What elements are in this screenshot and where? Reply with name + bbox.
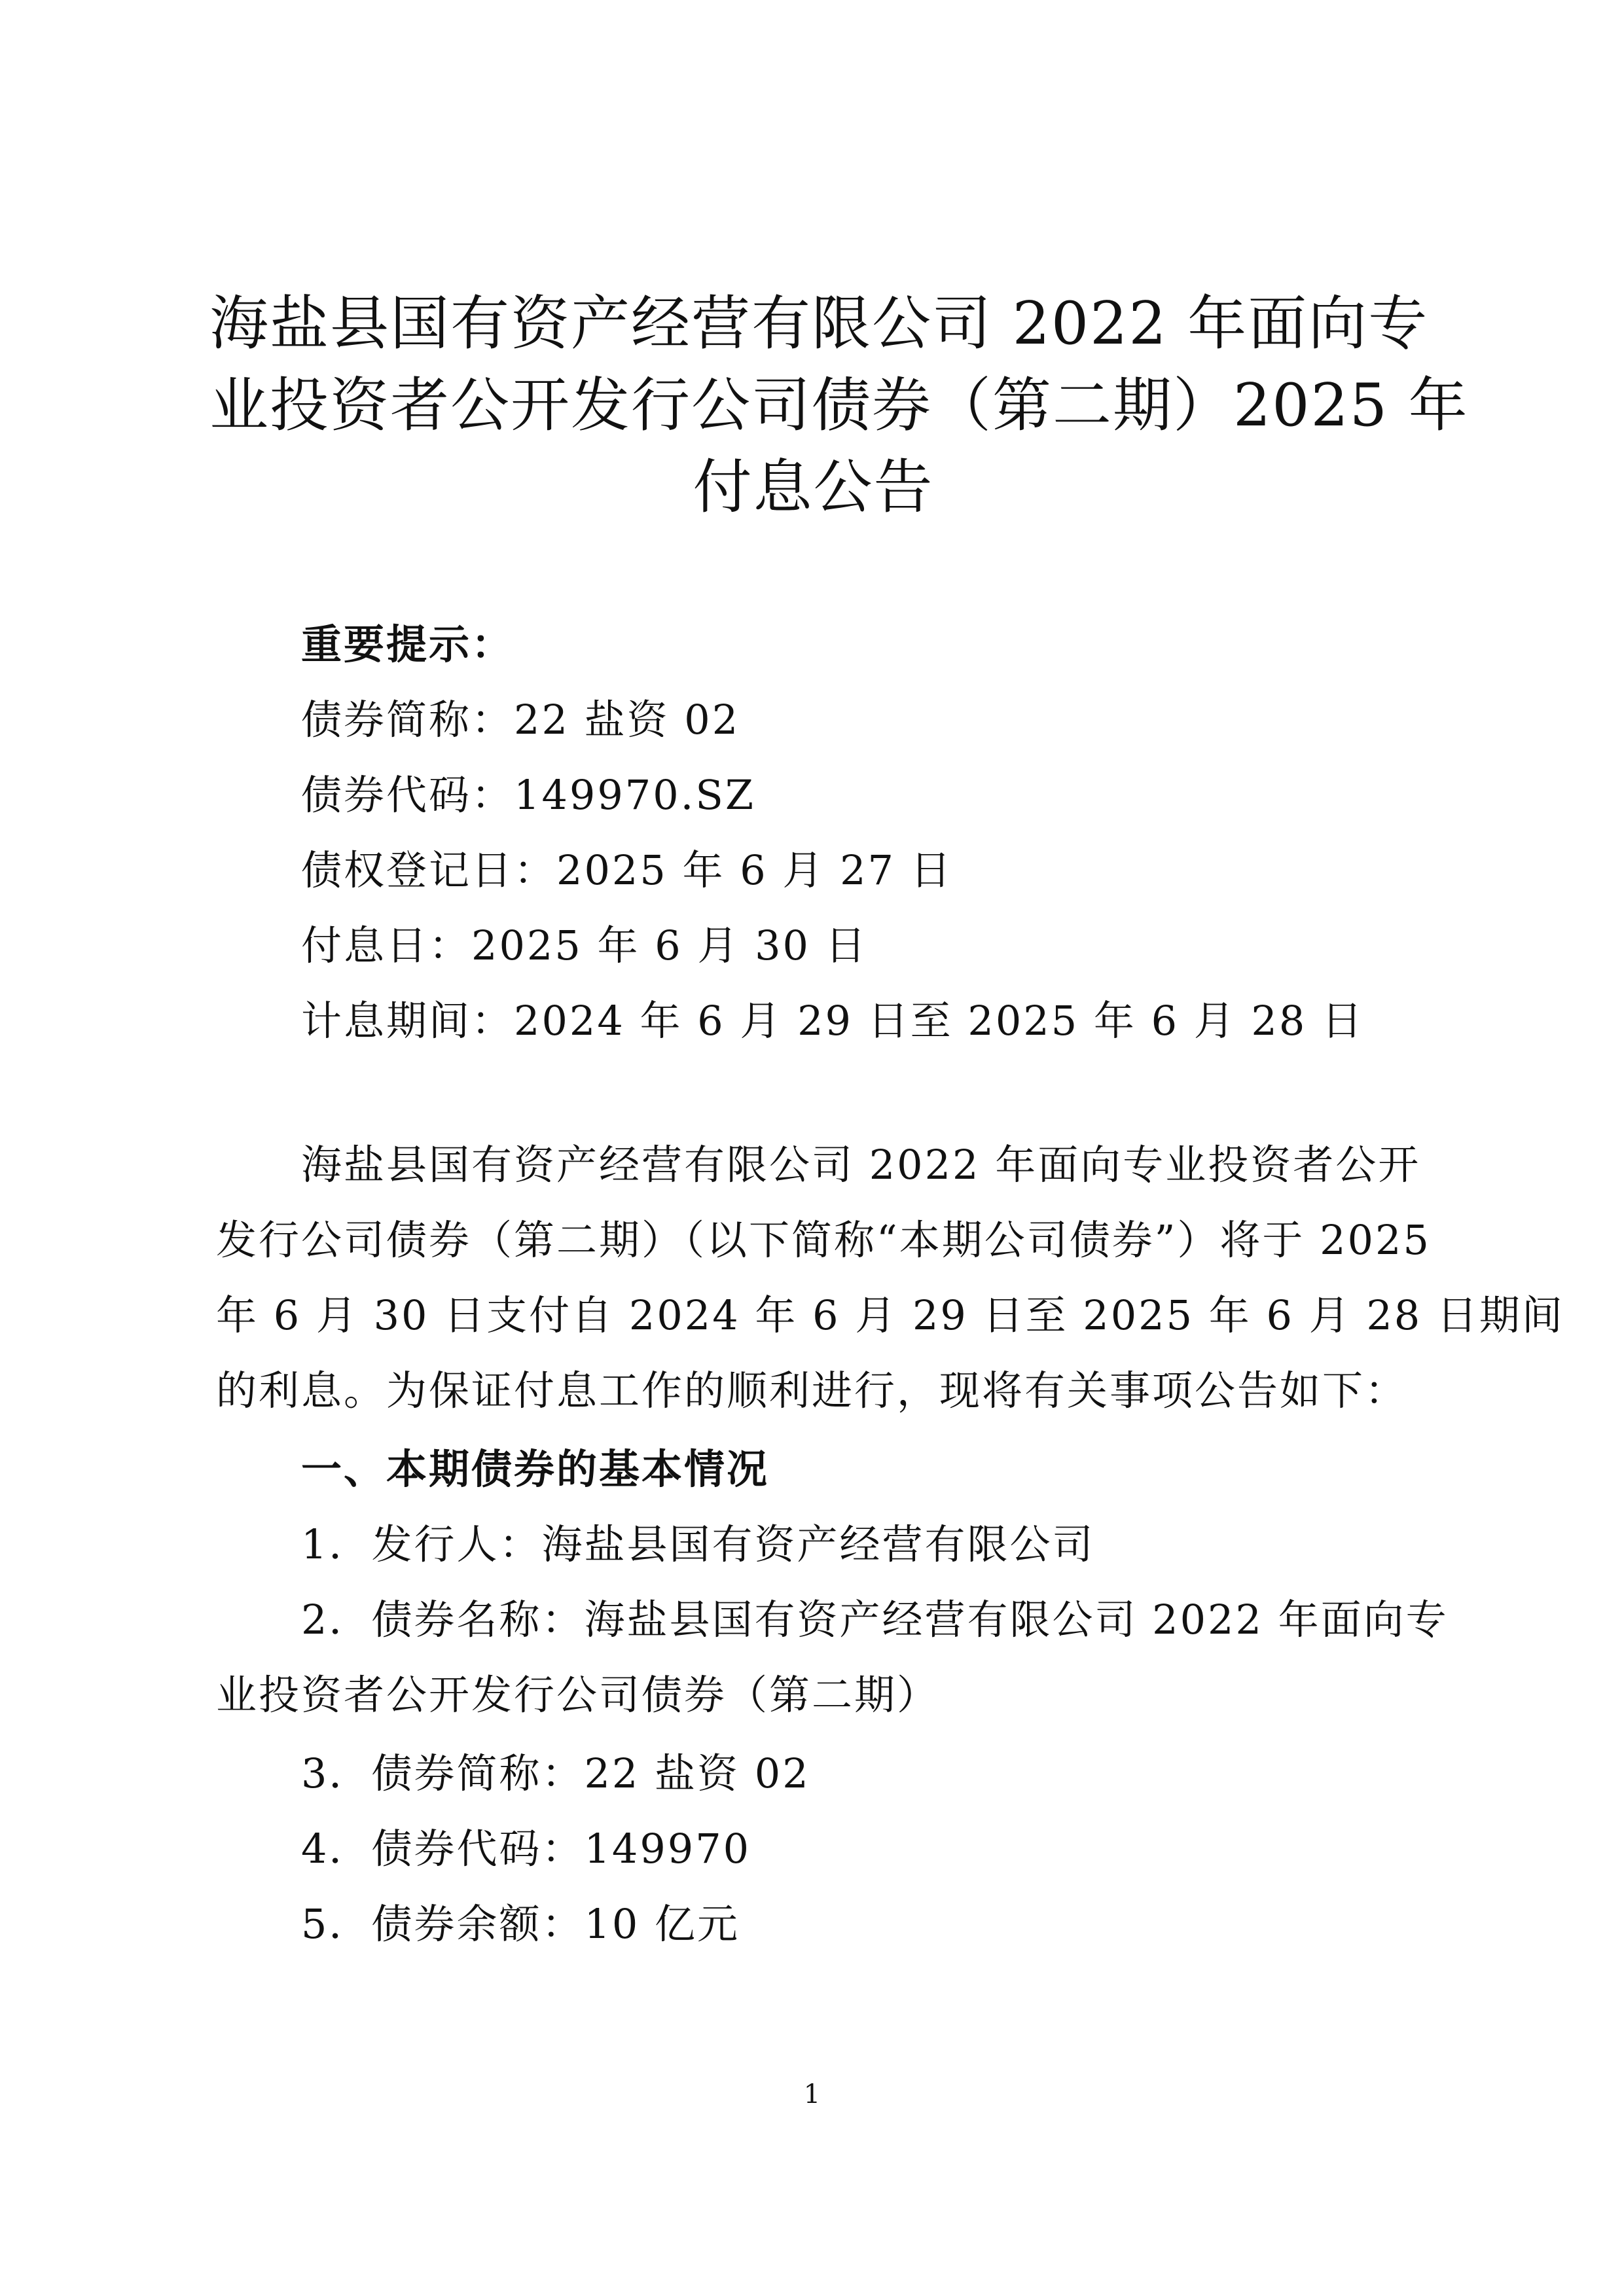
bond-code-item: 4．债券代码：149970 — [301, 1825, 751, 1873]
bond-name-item-line-1: 2．债券名称：海盐县国有资产经营有限公司 2022 年面向专 — [301, 1596, 1449, 1643]
bond-name-item-line-2: 业投资者公开发行公司债券（第二期） — [216, 1671, 940, 1719]
bond-short-name-item: 3．债券简称：22 盐资 02 — [301, 1749, 810, 1797]
intro-paragraph-line-4: 的利息。为保证付息工作的顺利进行，现将有关事项公告如下： — [216, 1367, 1408, 1414]
interest-payment-date: 付息日：2025 年 6 月 30 日 — [301, 922, 868, 969]
title-line-3: 付息公告 — [693, 453, 934, 522]
page-number: 1 — [803, 2079, 821, 2109]
bond-balance-item: 5．债券余额：10 亿元 — [301, 1900, 740, 1948]
interest-period: 计息期间：2024 年 6 月 29 日至 2025 年 6 月 28 日 — [301, 997, 1365, 1045]
intro-paragraph-line-3: 年 6 月 30 日支付自 2024 年 6 月 29 日至 2025 年 6 月 28 日期间 — [216, 1291, 1564, 1339]
title-line-1: 海盐县国有资产经营有限公司 2022 年面向专 — [209, 289, 1429, 358]
intro-paragraph-line-1: 海盐县国有资产经营有限公司 2022 年面向专业投资者公开 — [301, 1141, 1421, 1189]
issuer-item: 1．发行人：海盐县国有资产经营有限公司 — [301, 1520, 1095, 1568]
section-1-heading: 一、本期债券的基本情况 — [301, 1445, 770, 1493]
title-line-2: 业投资者公开发行公司债券（第二期）2025 年 — [209, 371, 1469, 440]
record-date: 债权登记日：2025 年 6 月 27 日 — [301, 846, 953, 894]
bond-short-name: 债券简称：22 盐资 02 — [301, 696, 740, 744]
bond-code: 债券代码：149970.SZ — [301, 771, 755, 819]
important-notice-heading: 重要提示： — [301, 620, 514, 668]
intro-paragraph-line-2: 发行公司债券（第二期）（以下简称“本期公司债券”）将于 2025 — [216, 1216, 1431, 1264]
